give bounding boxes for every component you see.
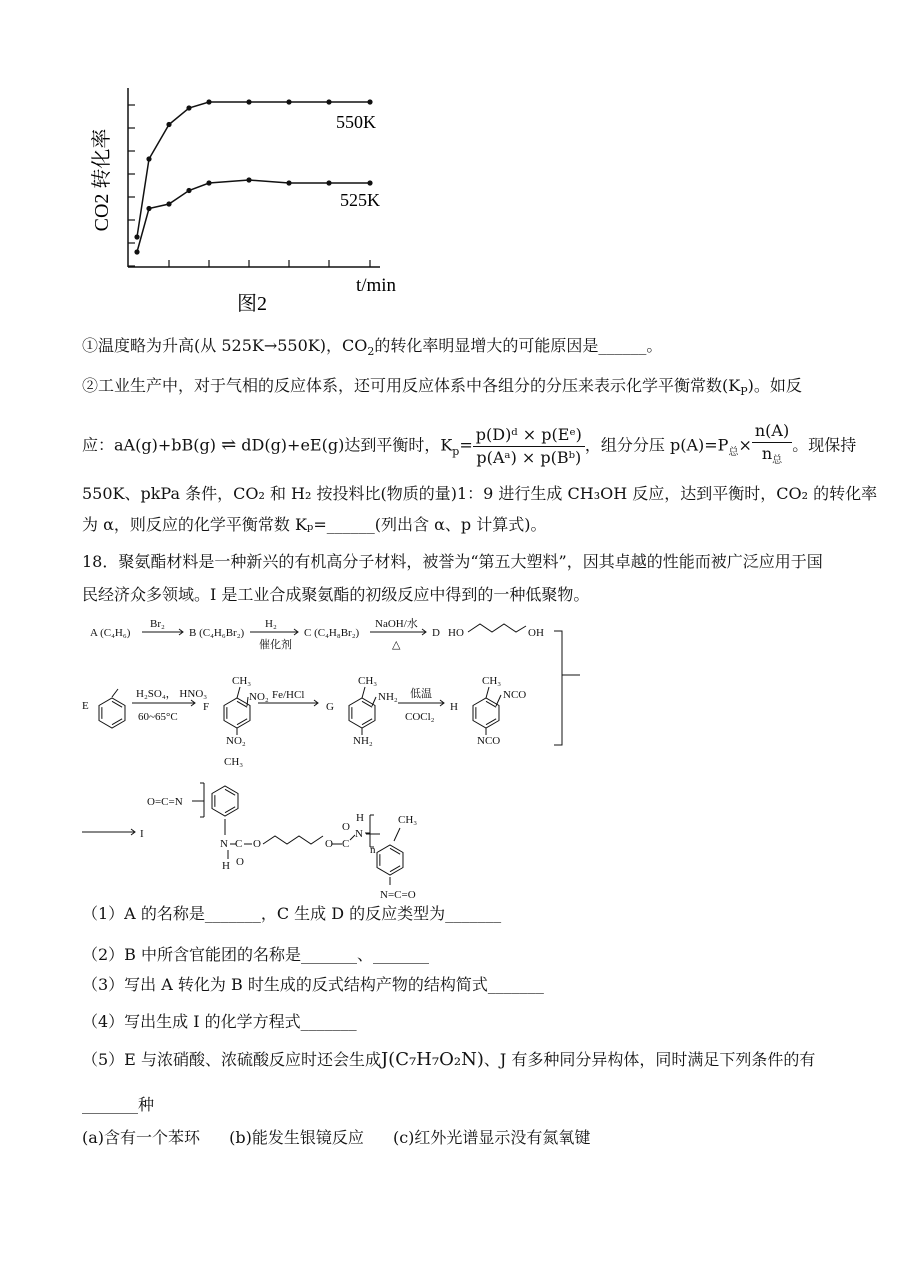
svg-text:N: N [355, 828, 363, 840]
q18-question-4: （4）写出生成 I 的化学方程式_______ [82, 1012, 357, 1031]
q17-part2-line3: 550K、pkPa 条件，CO₂ 和 H₂ 按投料比(物质的量)1：9 进行生成 CH₃OH 反应，达到平衡时，CO₂ 的转化率 [82, 484, 878, 503]
data-point [367, 180, 372, 185]
svg-text:60~65°C: 60~65°C [138, 711, 178, 723]
series-label: 525K [340, 190, 380, 210]
svg-text:D: D [432, 627, 440, 639]
svg-text:H₂: H₂ [265, 618, 277, 630]
svg-text:NH₂: NH₂ [353, 735, 373, 747]
svg-text:CH₃: CH₃ [232, 675, 252, 687]
double-bond [486, 701, 496, 707]
svg-text:C: C [342, 838, 350, 850]
benzene-ring [224, 698, 250, 728]
data-point [367, 99, 372, 104]
svg-text:COCl₂: COCl₂ [405, 711, 435, 723]
svg-text:H: H [450, 701, 458, 713]
double-bond [112, 701, 122, 707]
series-label: 550K [336, 112, 376, 132]
svg-text:O: O [253, 838, 261, 850]
svg-text:H: H [356, 812, 364, 824]
benzene-ring [99, 698, 125, 728]
svg-text:NCO: NCO [503, 689, 527, 701]
svg-text:O: O [342, 821, 350, 833]
svg-text:N=C=O: N=C=O [380, 889, 416, 901]
svg-text:E: E [82, 700, 89, 712]
double-bond [225, 789, 235, 795]
condition-c: (c)红外光谱显示没有氮氧键 [392, 1128, 591, 1147]
condition-b: (b)能发生银镜反应 [229, 1128, 364, 1147]
q18-question-1: （1）A 的名称是_______，C 生成 D 的反应类型为_______ [82, 904, 502, 923]
svg-text:NO₂: NO₂ [226, 735, 246, 747]
q18-question-3: （3）写出 A 转化为 B 时生成的反式结构产物的结构简式_______ [82, 975, 544, 994]
data-point [134, 234, 139, 239]
svg-text:NO₂: NO₂ [249, 691, 269, 703]
partial-fraction: $\frac{n(A)}{n_总}$ [752, 420, 792, 472]
svg-text:Fe/HCl: Fe/HCl [272, 689, 305, 701]
svg-text:C: C [235, 838, 243, 850]
svg-text:I: I [140, 828, 144, 840]
q18-question-2: （2）B 中所含官能团的名称是_______、_______ [82, 945, 430, 964]
data-point [246, 177, 251, 182]
data-point [146, 206, 151, 211]
data-point [286, 99, 291, 104]
svg-text:O: O [236, 856, 244, 868]
svg-text:CH₃: CH₃ [482, 675, 502, 687]
benzene-ring [377, 845, 403, 875]
svg-text:低温: 低温 [410, 688, 432, 700]
q18-question-5: （5）E 与浓硝酸、浓硫酸反应时还会生成J(C₇H₇O₂N)、J 有多种同分异构体，同时满足下列条件的有 [82, 1049, 816, 1070]
svg-text:CH₃: CH₃ [358, 675, 378, 687]
double-bond [390, 848, 400, 854]
series-line-525K [137, 180, 370, 252]
double-bond [486, 719, 496, 725]
data-point [246, 99, 251, 104]
q17-part2-line2: 应：aA(g)+bB(g) ⇌ dD(g)+eE(g)达到平衡时，$K_p=$ $\frac{\text{p(D)ᵈ × p(Eᵉ)}}{\text{p(Aᵃ) × p(Bᵇ)}}$ ，组分分压 $p(A)=P_总\times$ $\frac{n(A)}{n_总}$ 。现保持 [82, 420, 856, 472]
q17-part1: ①温度略为升高(从 525K→550K)，$CO_2$的转化率明显增大的可能原因是______。 [82, 336, 663, 359]
data-point [186, 105, 191, 110]
double-bond [390, 866, 400, 872]
data-point [146, 156, 151, 161]
x-axis-label: t/min [355, 275, 397, 296]
svg-text:n: n [370, 844, 376, 856]
double-bond [112, 719, 122, 725]
reaction-scheme [80, 615, 600, 905]
svg-text:A (C₄H₆): A (C₄H₆) [90, 627, 131, 639]
y-axis-label: CO2 转化率 [91, 128, 113, 232]
condition-a: (a)含有一个苯环 [82, 1128, 201, 1147]
data-point [206, 99, 211, 104]
data-point [326, 99, 331, 104]
svg-text:△: △ [392, 639, 401, 651]
svg-text:OH: OH [528, 627, 544, 639]
svg-text:O: O [325, 838, 333, 850]
benzene-ring [473, 698, 499, 728]
svg-text:NaOH/水: NaOH/水 [375, 618, 418, 630]
svg-text:F: F [203, 701, 210, 713]
data-point [206, 180, 211, 185]
svg-text:CH₃: CH₃ [224, 756, 244, 768]
q17-part2-line1: ②工业生产中，对于气相的反应体系，还可用反应体系中各组分的分压来表示化学平衡常数$(K_P)$。如反 [82, 376, 802, 399]
q18-intro-2: 民经济众多领域。I 是工业合成聚氨酯的初级反应中得到的一种低聚物。 [82, 585, 590, 604]
co2-conversion-chart [80, 70, 420, 320]
svg-text:CH₃: CH₃ [398, 814, 418, 826]
svg-text:O=C=N: O=C=N [147, 796, 183, 808]
svg-text:H: H [222, 860, 230, 872]
benzene-ring [212, 786, 238, 816]
data-point [286, 180, 291, 185]
double-bond [362, 701, 372, 707]
chart-title: 图2 [237, 293, 267, 315]
svg-text:B (C₄H₆Br₂): B (C₄H₆Br₂) [189, 627, 245, 639]
svg-text:NCO: NCO [477, 735, 501, 747]
double-bond [237, 701, 247, 707]
q17-part2-line4: 为 α，则反应的化学平衡常数 Kₚ=______(列出含 α、p 计算式)。 [82, 515, 547, 534]
benzene-ring [349, 698, 375, 728]
svg-text:HO: HO [448, 627, 464, 639]
svg-text:N: N [220, 838, 228, 850]
data-point [166, 201, 171, 206]
kp-fraction: $\frac{\text{p(D)ᵈ × p(Eᵉ)}}{\text{p(Aᵃ) × p(Bᵇ)}}$ [473, 424, 585, 469]
double-bond [237, 719, 247, 725]
q18-intro-1: 18．聚氨酯材料是一种新兴的有机高分子材料，被誉为“第五大塑料”，因其卓越的性能而被广泛应用于国 [82, 552, 823, 571]
svg-text:H₂SO₄， HNO₃: H₂SO₄， HNO₃ [136, 688, 208, 700]
double-bond [362, 719, 372, 725]
data-point [326, 180, 331, 185]
data-point [134, 249, 139, 254]
double-bond [225, 807, 235, 813]
svg-text:催化剂: 催化剂 [259, 639, 292, 651]
svg-text:G: G [326, 701, 334, 713]
svg-text:Br₂: Br₂ [150, 618, 165, 630]
svg-text:C (C₄H₈Br₂): C (C₄H₈Br₂) [304, 627, 360, 639]
data-point [186, 188, 191, 193]
svg-text:NH₂: NH₂ [378, 691, 398, 703]
q18-conditions [82, 1128, 590, 1148]
q18-question-5-count: _______种 [82, 1095, 155, 1114]
data-point [166, 122, 171, 127]
